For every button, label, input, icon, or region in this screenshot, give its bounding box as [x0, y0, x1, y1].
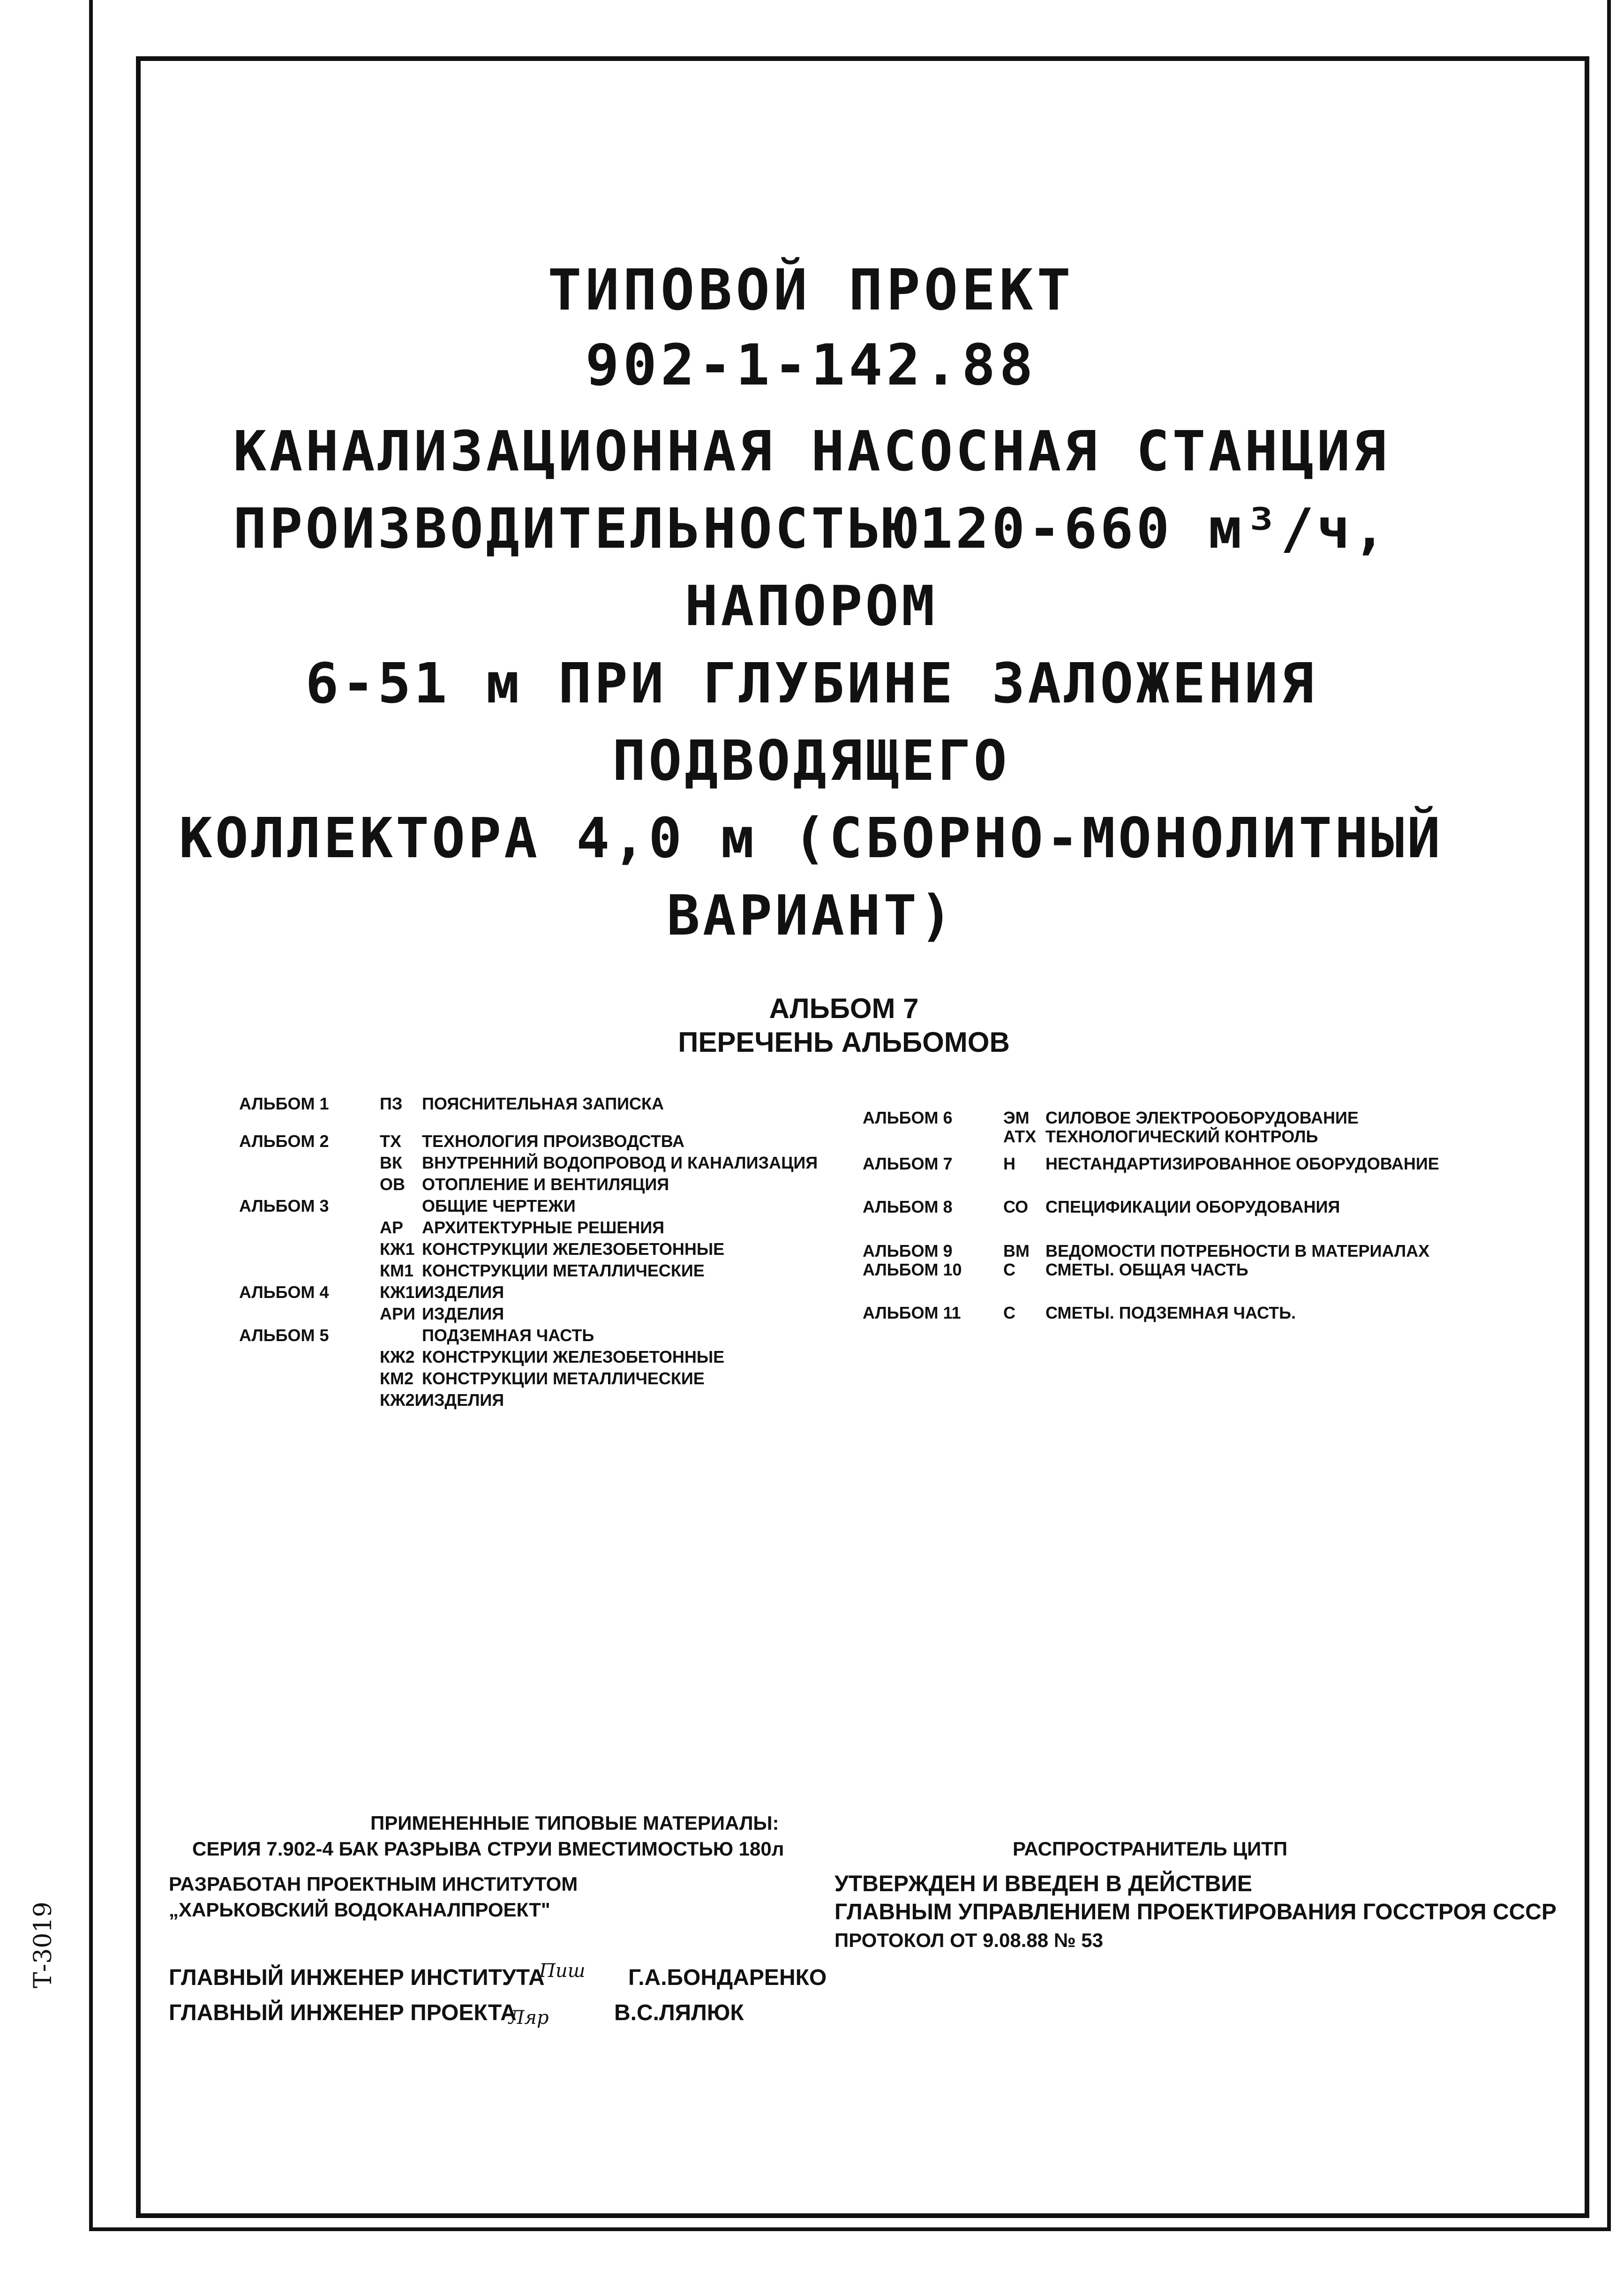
album-list-title: ПЕРЕЧЕНЬ АЛЬБОМОВ [678, 1026, 1010, 1058]
album-list-item [239, 1093, 664, 1115]
project-number: 902-1-142.88 [585, 333, 1037, 398]
album-number-label: АЛЬБОМ 9 [863, 1241, 953, 1260]
album-list-item [239, 1130, 684, 1153]
title-block [141, 253, 1481, 954]
album-list-item [239, 1260, 705, 1282]
album-number-label: АЛЬБОМ 1 [239, 1094, 329, 1113]
album-list-item [239, 1281, 504, 1304]
title-line-4: КОЛЛЕКТОРА 4,0 м (СБОРНО-МОНОЛИТНЫЙ ВАРИАНТ) [179, 806, 1444, 948]
section-code: Н [1003, 1154, 1015, 1173]
section-code: АТХ [1003, 1127, 1037, 1146]
album-number: АЛЬБОМ 7 [769, 993, 919, 1024]
section-title: КОНСТРУКЦИИ ЖЕЛЕЗОБЕТОННЫЕ [422, 1239, 725, 1259]
album-number-label: АЛЬБОМ 4 [239, 1283, 329, 1302]
album-list-item [239, 1173, 669, 1196]
album-list-item [863, 1125, 1318, 1148]
section-code: АР [380, 1218, 404, 1237]
section-code: КМ2 [380, 1369, 414, 1388]
chief-engineer-institute-name: Г.А.БОНДАРЕНКО [628, 1965, 827, 1990]
section-title: ОТОПЛЕНИЕ И ВЕНТИЛЯЦИЯ [422, 1175, 669, 1194]
album-number-label: АЛЬБОМ 10 [863, 1260, 962, 1279]
section-title: ПОЯСНИТЕЛЬНАЯ ЗАПИСКА [422, 1094, 664, 1113]
section-code: ТХ [380, 1132, 402, 1151]
section-title: ВЕДОМОСТИ ПОТРЕБНОСТИ В МАТЕРИАЛАХ [1045, 1241, 1430, 1260]
album-number-label: АЛЬБОМ 11 [863, 1303, 961, 1322]
album-heading [563, 992, 1125, 1059]
applied-materials-series: СЕРИЯ 7.902-4 БАК РАЗРЫВА СТРУИ ВМЕСТИМОСТЬЮ 180л [192, 1838, 784, 1860]
album-list-item [239, 1389, 504, 1411]
developer-line-2: „ХАРЬКОВСКИЙ ВОДОКАНАЛПРОЕКТ" [169, 1899, 550, 1921]
section-title: СИЛОВОЕ ЭЛЕКТРООБОРУДОВАНИЕ [1045, 1108, 1359, 1127]
section-code: ВМ [1003, 1241, 1030, 1260]
section-title: ИЗДЕЛИЯ [422, 1283, 504, 1302]
section-code: КЖ1И [380, 1283, 427, 1302]
album-list-item [239, 1152, 818, 1174]
album-number-label: АЛЬБОМ 6 [863, 1108, 953, 1127]
section-code: КЖ2И [380, 1390, 427, 1410]
section-code: КЖ2 [380, 1347, 415, 1366]
section-title: ОБЩИЕ ЧЕРТЕЖИ [422, 1196, 576, 1215]
title-type: ТИПОВОЙ ПРОЕКТ [548, 258, 1075, 323]
section-title: ТЕХНОЛОГИЧЕСКИЙ КОНТРОЛЬ [1045, 1127, 1318, 1146]
album-list-item [863, 1259, 1248, 1281]
album-list-item [239, 1367, 705, 1390]
section-title: ВНУТРЕННИЙ ВОДОПРОВОД И КАНАЛИЗАЦИЯ [422, 1153, 818, 1172]
album-number-label: АЛЬБОМ 5 [239, 1326, 329, 1345]
applied-materials-title: ПРИМЕНЕННЫЕ ТИПОВЫЕ МАТЕРИАЛЫ: [370, 1812, 779, 1834]
title-line-1: КАНАЛИЗАЦИОННАЯ НАСОСНАЯ СТАНЦИЯ [233, 419, 1389, 483]
section-title: КОНСТРУКЦИИ МЕТАЛЛИЧЕСКИЕ [422, 1261, 705, 1280]
album-list-item [239, 1324, 594, 1347]
chief-engineer-institute-role: ГЛАВНЫЙ ИНЖЕНЕР ИНСТИТУТА [169, 1965, 545, 1990]
archive-stamp: Т-3019 [29, 1901, 57, 1988]
section-title: ПОДЗЕМНАЯ ЧАСТЬ [422, 1326, 594, 1345]
section-title: ТЕХНОЛОГИЯ ПРОИЗВОДСТВА [422, 1132, 684, 1151]
section-title: СПЕЦИФИКАЦИИ ОБОРУДОВАНИЯ [1045, 1197, 1340, 1216]
album-list-item [239, 1216, 664, 1239]
section-code: ЭМ [1003, 1108, 1030, 1127]
approved-line-2: ГЛАВНЫМ УПРАВЛЕНИЕМ ПРОЕКТИРОВАНИЯ ГОССТРОЯ СССР [835, 1900, 1556, 1924]
section-title: КОНСТРУКЦИИ МЕТАЛЛИЧЕСКИЕ [422, 1369, 705, 1388]
album-list-item [863, 1196, 1340, 1218]
section-code: ОВ [380, 1175, 405, 1194]
section-code: КМ1 [380, 1261, 414, 1280]
album-list-item [239, 1303, 504, 1325]
album-number-label: АЛЬБОМ 8 [863, 1197, 953, 1216]
title-line-2: ПРОИЗВОДИТЕЛЬНОСТЬЮ120-660 м³/ч, НАПОРОМ [233, 496, 1389, 638]
section-title: НЕСТАНДАРТИЗИРОВАННОЕ ОБОРУДОВАНИЕ [1045, 1154, 1439, 1173]
album-list-item [863, 1302, 1296, 1324]
section-title: СМЕТЫ. ПОДЗЕМНАЯ ЧАСТЬ. [1045, 1303, 1296, 1322]
title-line-3: 6-51 м ПРИ ГЛУБИНЕ ЗАЛОЖЕНИЯ ПОДВОДЯЩЕГО [305, 651, 1317, 793]
album-list-item [239, 1195, 576, 1217]
section-title: АРХИТЕКТУРНЫЕ РЕШЕНИЯ [422, 1218, 665, 1237]
distributor: РАСПРОСТРАНИТЕЛЬ ЦИТП [1013, 1838, 1288, 1860]
album-list-item [239, 1238, 724, 1260]
chief-engineer-project-role: ГЛАВНЫЙ ИНЖЕНЕР ПРОЕКТА [169, 2000, 517, 2025]
approved-line-1: УТВЕРЖДЕН И ВВЕДЕН В ДЕЙСТВИЕ [835, 1871, 1252, 1896]
chief-engineer-project-name: В.С.ЛЯЛЮК [614, 2000, 744, 2025]
signature-project: Ляр [509, 2007, 549, 2029]
protocol-line: ПРОТОКОЛ ОТ 9.08.88 № 53 [835, 1929, 1103, 1951]
section-code: АРИ [380, 1304, 415, 1323]
album-list-item [239, 1346, 724, 1368]
section-code: СО [1003, 1197, 1029, 1216]
album-number-label: АЛЬБОМ 7 [863, 1154, 953, 1173]
section-code: КЖ1 [380, 1239, 415, 1259]
section-code: С [1003, 1260, 1015, 1279]
developer-line-1: РАЗРАБОТАН ПРОЕКТНЫМ ИНСТИТУТОМ [169, 1873, 578, 1895]
signature-institute: Пиш [539, 1960, 586, 1982]
album-list-item [863, 1153, 1439, 1175]
section-title: КОНСТРУКЦИИ ЖЕЛЕЗОБЕТОННЫЕ [422, 1347, 725, 1366]
album-number-label: АЛЬБОМ 2 [239, 1132, 329, 1151]
section-title: ИЗДЕЛИЯ [422, 1390, 504, 1410]
section-title: ИЗДЕЛИЯ [422, 1304, 504, 1323]
section-code: ВК [380, 1153, 402, 1172]
album-number-label: АЛЬБОМ 3 [239, 1196, 329, 1215]
section-code: С [1003, 1303, 1015, 1322]
section-title: СМЕТЫ. ОБЩАЯ ЧАСТЬ [1045, 1260, 1248, 1279]
section-code: ПЗ [380, 1094, 403, 1113]
